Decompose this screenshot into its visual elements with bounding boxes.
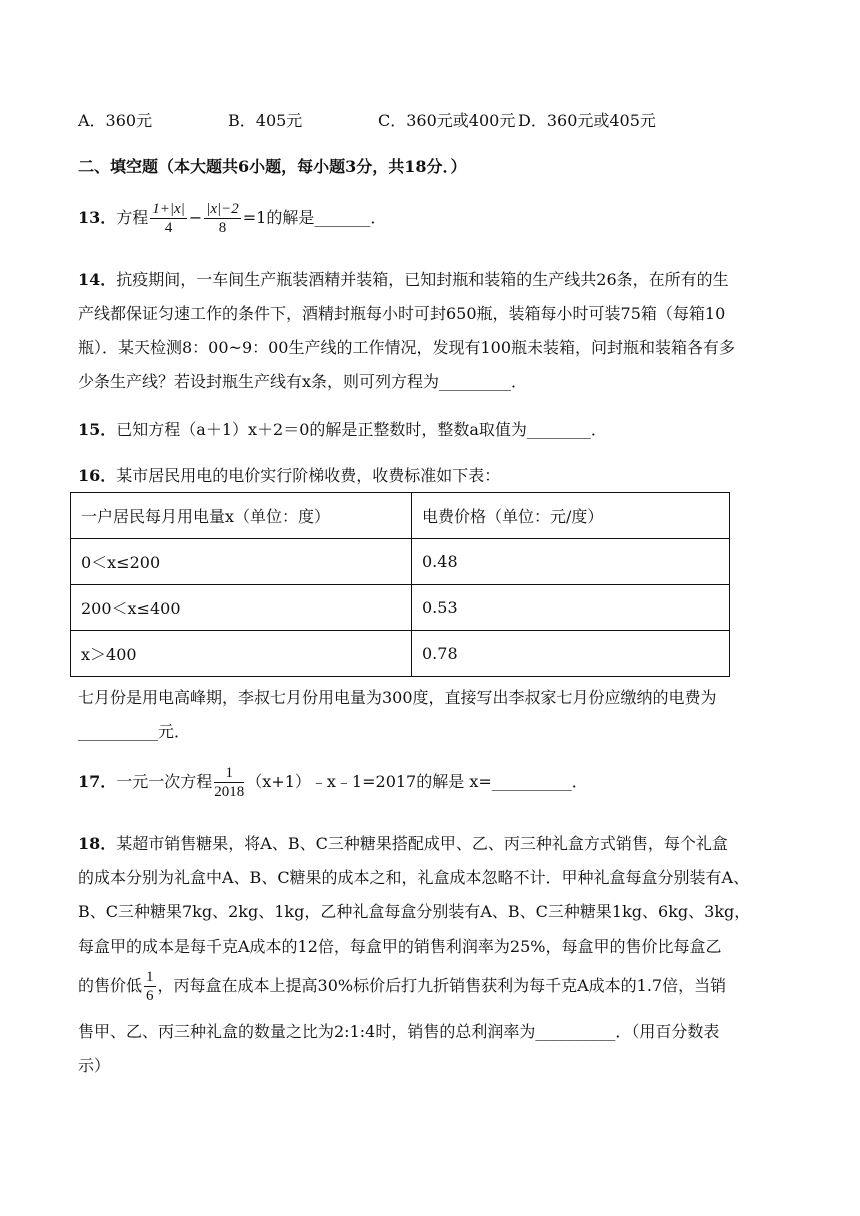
choice-d: D．360元或405元 <box>518 111 656 130</box>
question-17 <box>78 762 776 802</box>
q13-number: 13． <box>78 208 117 227</box>
q13-minus: − <box>188 208 203 227</box>
q17-suffix: （x+1）﹣x﹣1=2017的解是 x=__________． <box>246 772 588 791</box>
q18-frac-num: 1 <box>146 969 154 985</box>
question-18-line-6: 售甲、乙、丙三种礼盒的数量之比为2:1:4时，销售的总利润率为__________．（用百分数表 <box>78 1022 720 1041</box>
price-cell: 0.48 <box>412 539 730 585</box>
price-cell: 0.78 <box>412 631 730 677</box>
question-14-line-3: 瓶）．某天检测8：00~9：00生产线的工作情况，发现有100瓶未装箱，问封瓶和装箱各有多 <box>78 338 736 357</box>
q16-text: 某市居民用电的电价实行阶梯收费，收费标准如下表： <box>116 466 501 485</box>
question-14-line-2: 产线都保证匀速工作的条件下，酒精封瓶每小时可封650瓶，装箱每小时可装75箱（每箱10 <box>78 304 726 323</box>
choice-b: B．405元 <box>228 111 303 130</box>
question-18-line-3: B、C三种糖果7kg、2kg、1kg，乙种礼盒每盒分别装有A、B、C三种糖果1kg、6kg、3kg， <box>78 902 751 921</box>
question-14-line-4: 少条生产线？若设封瓶生产线有x条，则可列方程为_________． <box>78 372 528 391</box>
q18-number: 18． <box>78 834 117 853</box>
q15-text: 已知方程（a＋1）x＋2＝0的解是正整数时，整数a取值为________． <box>116 420 607 439</box>
q13-fraction-2 <box>204 200 241 237</box>
question-18-line-5 <box>78 966 776 1006</box>
q17-frac-den: 2018 <box>214 784 245 800</box>
q17-frac-num: 1 <box>214 764 244 783</box>
q13-frac1-den: 4 <box>164 220 173 236</box>
header-usage: 一户居民每月用电量x（单位：度） <box>71 493 412 539</box>
q18-fraction <box>144 968 156 1005</box>
table-row <box>71 539 730 585</box>
q18-line5-suffix: ，丙每盒在成本上提高30%标价后打九折销售获利为每千克A成本的1.7倍，当销 <box>157 976 727 995</box>
usage-cell: 200＜x≤400 <box>71 585 412 631</box>
q17-number: 17． <box>78 772 117 791</box>
question-15 <box>78 420 776 440</box>
q18-line5-prefix: 的售价低 <box>78 976 143 995</box>
question-18-line-2: 的成本分别为礼盒中A、B、C糖果的成本之和，礼盒成本忽略不计．甲种礼盒每盒分别装有A、 <box>78 868 750 887</box>
question-18-line-4: 每盒甲的成本是每千克A成本的12倍，每盒甲的销售利润率为25%，每盒甲的售价比每盒乙 <box>78 937 722 956</box>
usage-cell: x＞400 <box>71 631 412 677</box>
q13-frac2-den: 8 <box>218 220 227 236</box>
table-header-row <box>71 493 730 539</box>
electricity-price-table <box>70 492 730 677</box>
q16-after-line-2: __________元． <box>78 722 191 741</box>
usage-cell: 0＜x≤200 <box>71 539 412 585</box>
table-row <box>71 585 730 631</box>
price-cell: 0.53 <box>412 585 730 631</box>
choice-a: A．360元 <box>78 111 153 130</box>
table-row <box>71 631 730 677</box>
q14-number: 14． <box>78 270 117 289</box>
question-18-line-7: 示） <box>78 1056 111 1075</box>
section2-heading: 二、填空题（本大题共6小题，每小题3分，共18分．） <box>78 157 467 176</box>
q15-number: 15． <box>78 420 117 439</box>
q16-after-line-1: 七月份是用电高峰期，李叔七月份用电量为300度，直接写出李叔家七月份应缴纳的电费为 <box>78 688 717 707</box>
q17-fraction <box>214 764 244 801</box>
question-14-line-1 <box>78 270 776 290</box>
q13-frac1-num: 1+|x| <box>152 201 185 217</box>
q13-prefix: 方程 <box>116 208 149 227</box>
header-price: 电费价格（单位：元/度） <box>412 493 730 539</box>
q18-line1: 某超市销售糖果，将A、B、C三种糖果搭配成甲、乙、丙三种礼盒方式销售，每个礼盒 <box>116 834 728 853</box>
q16-number: 16． <box>78 466 117 485</box>
question-13 <box>78 198 776 238</box>
q13-frac2-num: |x|−2 <box>206 201 239 217</box>
q14-line1: 抗疫期间，一车间生产瓶装酒精并装箱，已知封瓶和装箱的生产线共26条，在所有的生 <box>116 270 729 289</box>
q18-frac-den: 6 <box>146 988 154 1004</box>
choice-c: C．360元或400元 <box>378 111 516 130</box>
q17-prefix: 一元一次方程 <box>116 772 213 791</box>
q13-fraction-1 <box>150 200 187 237</box>
q13-suffix: =1的解是_______． <box>242 208 387 227</box>
question-16 <box>78 466 776 486</box>
question-18-line-1 <box>78 834 776 854</box>
